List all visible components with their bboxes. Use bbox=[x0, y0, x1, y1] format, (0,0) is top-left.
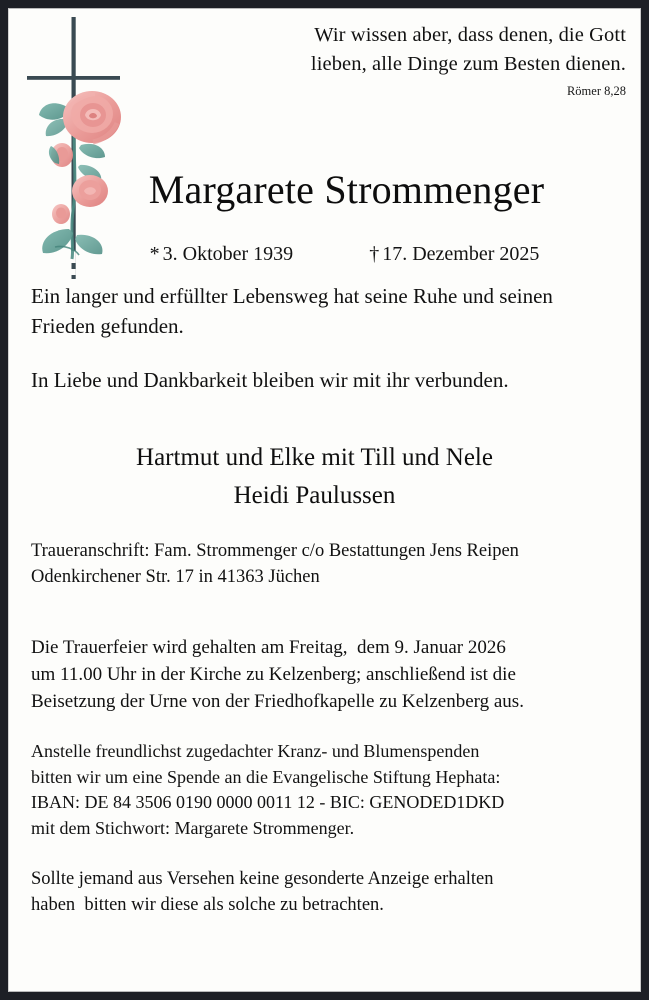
notice-header bbox=[9, 9, 640, 281]
family-line-1: Hartmut und Elke mit Till und Nele bbox=[136, 444, 493, 471]
closing-line-2: haben bitten wir diese als solche zu betrachten. bbox=[31, 895, 384, 915]
closing-note bbox=[31, 866, 618, 918]
service-line-2: um 11.00 Uhr in der Kirche zu Kelzenberg; anschließend ist die bbox=[31, 664, 516, 685]
rose-bloom-main bbox=[63, 91, 121, 143]
funeral-service-details bbox=[31, 634, 618, 715]
lead-paragraph-1: Ein langer und erfüllter Lebensweg hat seine Ruhe und seinen Frieden gefunden. bbox=[31, 284, 553, 338]
dagger-symbol-icon: † bbox=[369, 243, 380, 265]
page-title: Margarete Strommenger bbox=[148, 167, 545, 212]
donation-line-1: Anstelle freundlichst zugedachter Kranz- und Blumenspenden bbox=[31, 741, 480, 761]
mourning-address bbox=[31, 538, 618, 590]
family-names bbox=[31, 439, 618, 515]
donation-reference-line: mit dem Stichwort: Margarete Strommenger. bbox=[31, 817, 355, 838]
service-line-1: Die Trauerfeier wird gehalten am Freitag, dem 9. Januar 2026 bbox=[31, 637, 506, 658]
birth-symbol-icon: * bbox=[149, 243, 160, 265]
notice-body bbox=[9, 281, 640, 918]
address-line-2: Odenkirchener Str. 17 in 41363 Jüchen bbox=[31, 567, 320, 587]
family-line-2: Heidi Paulussen bbox=[233, 482, 396, 509]
life-dates bbox=[9, 243, 640, 266]
donation-request bbox=[31, 739, 618, 841]
scripture-line-2: lieben, alle Dinge zum Besten dienen. bbox=[310, 53, 626, 75]
donation-line-2: bitten wir um eine Spende an die Evangelische Stiftung Hephata: bbox=[31, 766, 501, 787]
death-date bbox=[369, 243, 539, 266]
closing-line-1: Sollte jemand aus Versehen keine gesonderte Anzeige erhalten bbox=[31, 869, 494, 889]
birth-date bbox=[150, 243, 294, 266]
rose-bud-left bbox=[49, 143, 73, 167]
death-date-value: 17. Dezember 2025 bbox=[382, 243, 540, 265]
scripture-reference: Römer 8,28 bbox=[566, 84, 626, 98]
service-line-3: Beisetzung der Urne von der Friedhofkapelle zu Kelzenberg aus. bbox=[31, 691, 524, 712]
lead-paragraph-2: In Liebe und Dankbarkeit bleiben wir mit ihr verbunden. bbox=[31, 368, 509, 392]
bank-details-line: IBAN: DE 84 3506 0190 0000 0011 12 - BIC: GENODED1DKD bbox=[31, 792, 505, 812]
address-line-1: Traueranschrift: Fam. Strommenger c/o Bestattungen Jens Reipen bbox=[31, 541, 519, 561]
obituary-notice-card bbox=[8, 8, 641, 992]
scripture-line-1: Wir wissen aber, dass denen, die Gott bbox=[314, 24, 626, 46]
birth-date-value: 3. Oktober 1939 bbox=[162, 243, 294, 265]
scripture-quote bbox=[266, 21, 626, 99]
